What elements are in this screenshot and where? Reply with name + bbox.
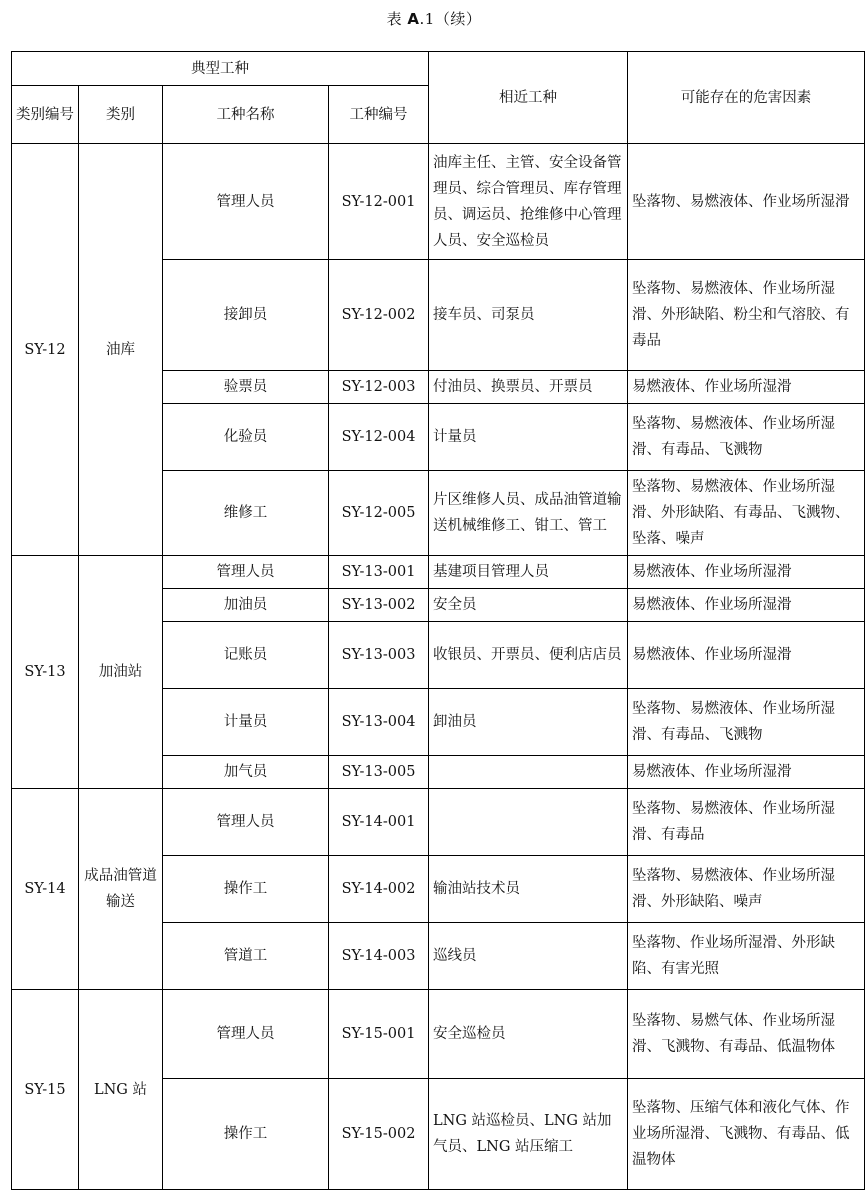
job-code: SY-12-004 <box>329 404 429 471</box>
job-code: SY-14-003 <box>329 923 429 990</box>
job-name: 接卸员 <box>163 260 329 371</box>
job-name: 管理人员 <box>163 789 329 856</box>
similar-jobs <box>429 789 628 856</box>
job-name: 验票员 <box>163 371 329 404</box>
job-name: 管理人员 <box>163 990 329 1079</box>
job-code: SY-13-004 <box>329 689 429 756</box>
header-job-code: 工种编号 <box>329 86 429 144</box>
hazard-factors: 坠落物、易燃液体、作业场所湿滑 <box>628 144 865 260</box>
category-name: 油库 <box>79 144 163 556</box>
job-code: SY-13-001 <box>329 556 429 589</box>
job-name: 操作工 <box>163 1079 329 1190</box>
job-code: SY-12-003 <box>329 371 429 404</box>
hazard-table <box>11 51 865 1190</box>
hazard-factors: 坠落物、易燃气体、作业场所湿滑、飞溅物、有毒品、低温物体 <box>628 990 865 1079</box>
header-job-name: 工种名称 <box>163 86 329 144</box>
hazard-factors: 坠落物、易燃液体、作业场所湿滑、有毒品、飞溅物 <box>628 404 865 471</box>
similar-jobs: 安全员 <box>429 589 628 622</box>
similar-jobs: 片区维修人员、成品油管道输送机械维修工、钳工、管工 <box>429 471 628 556</box>
category-code: SY-14 <box>12 789 79 990</box>
hazard-factors: 易燃液体、作业场所湿滑 <box>628 371 865 404</box>
job-name: 加气员 <box>163 756 329 789</box>
job-code: SY-12-005 <box>329 471 429 556</box>
similar-jobs: LNG 站巡检员、LNG 站加气员、LNG 站压缩工 <box>429 1079 628 1190</box>
category-name: 加油站 <box>79 556 163 789</box>
similar-jobs: 卸油员 <box>429 689 628 756</box>
job-name: 加油员 <box>163 589 329 622</box>
header-typical: 典型工种 <box>12 52 429 86</box>
table-title: 表 A.1（续） <box>386 10 482 28</box>
similar-jobs: 安全巡检员 <box>429 990 628 1079</box>
category-name: LNG 站 <box>79 990 163 1190</box>
category-code: SY-13 <box>12 556 79 789</box>
job-name: 操作工 <box>163 856 329 923</box>
job-code: SY-13-002 <box>329 589 429 622</box>
job-name: 记账员 <box>163 622 329 689</box>
hazard-factors: 坠落物、易燃液体、作业场所湿滑、外形缺陷、有毒品、飞溅物、坠落、噪声 <box>628 471 865 556</box>
table-row <box>12 144 865 260</box>
job-name: 计量员 <box>163 689 329 756</box>
similar-jobs: 巡线员 <box>429 923 628 990</box>
table-row <box>12 789 865 856</box>
job-code: SY-14-001 <box>329 789 429 856</box>
similar-jobs: 计量员 <box>429 404 628 471</box>
header-cat-code: 类别编号 <box>12 86 79 144</box>
hazard-factors: 坠落物、压缩气体和液化气体、作业场所湿滑、飞溅物、有毒品、低温物体 <box>628 1079 865 1190</box>
job-code: SY-15-002 <box>329 1079 429 1190</box>
similar-jobs: 油库主任、主管、安全设备管理员、综合管理员、库存管理员、调运员、抢维修中心管理人员、安全巡检员 <box>429 144 628 260</box>
job-name: 管道工 <box>163 923 329 990</box>
hazard-factors: 易燃液体、作业场所湿滑 <box>628 556 865 589</box>
hazard-factors: 坠落物、作业场所湿滑、外形缺陷、有害光照 <box>628 923 865 990</box>
hazard-factors: 易燃液体、作业场所湿滑 <box>628 622 865 689</box>
job-code: SY-12-001 <box>329 144 429 260</box>
job-name: 化验员 <box>163 404 329 471</box>
job-code: SY-13-003 <box>329 622 429 689</box>
similar-jobs <box>429 756 628 789</box>
similar-jobs: 输油站技术员 <box>429 856 628 923</box>
category-code: SY-12 <box>12 144 79 556</box>
job-code: SY-12-002 <box>329 260 429 371</box>
similar-jobs: 基建项目管理人员 <box>429 556 628 589</box>
job-code: SY-14-002 <box>329 856 429 923</box>
hazard-factors: 易燃液体、作业场所湿滑 <box>628 756 865 789</box>
similar-jobs: 接车员、司泵员 <box>429 260 628 371</box>
header-category: 类别 <box>79 86 163 144</box>
similar-jobs: 付油员、换票员、开票员 <box>429 371 628 404</box>
hazard-factors: 坠落物、易燃液体、作业场所湿滑、有毒品、飞溅物 <box>628 689 865 756</box>
job-code: SY-15-001 <box>329 990 429 1079</box>
similar-jobs: 收银员、开票员、便利店店员 <box>429 622 628 689</box>
job-name: 维修工 <box>163 471 329 556</box>
job-name: 管理人员 <box>163 144 329 260</box>
hazard-factors: 易燃液体、作业场所湿滑 <box>628 589 865 622</box>
hazard-factors: 坠落物、易燃液体、作业场所湿滑、有毒品 <box>628 789 865 856</box>
category-name: 成品油管道输送 <box>79 789 163 990</box>
table-row <box>12 990 865 1079</box>
hazard-factors: 坠落物、易燃液体、作业场所湿滑、外形缺陷、噪声 <box>628 856 865 923</box>
hazard-factors: 坠落物、易燃液体、作业场所湿滑、外形缺陷、粉尘和气溶胶、有毒品 <box>628 260 865 371</box>
job-code: SY-13-005 <box>329 756 429 789</box>
job-name: 管理人员 <box>163 556 329 589</box>
table-row <box>12 556 865 589</box>
header-similar: 相近工种 <box>429 52 628 144</box>
header-hazards: 可能存在的危害因素 <box>628 52 865 144</box>
category-code: SY-15 <box>12 990 79 1190</box>
